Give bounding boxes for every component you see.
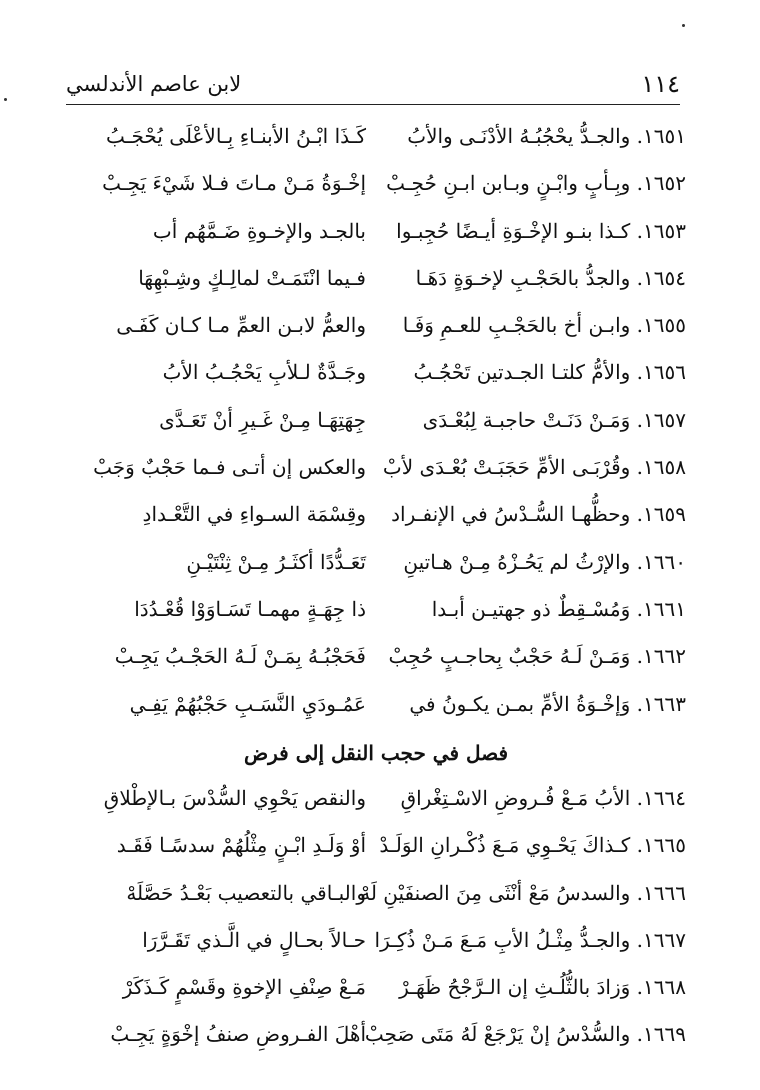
running-header xyxy=(66,66,680,105)
verse-first-hemistich: ١٦٦٩. والسُّدْسُ إنْ يَرْجَعْ لَهُ مَتَى صَحِبْ xyxy=(364,1022,686,1047)
ink-dot xyxy=(4,98,7,101)
verse-second-hemistich: والبـاقي بالتعصيب بَعْـدُ حَصَّلَهْ xyxy=(126,880,366,905)
verse-second-hemistich: كَـذَا ابْـنُ الأبنـاءِ بِـالأعْلَى يُحْجَـبُ xyxy=(105,124,366,148)
verse-first-hemistich: ١٦٥٤. والجدُّ بالحَجْـبِ لإخـوَةٍ دَهَـا xyxy=(415,265,686,290)
verse-line xyxy=(66,116,686,163)
verse-second-hemistich: تَعَـدُّدًا أكثَـرُ مِـنْ ثِنْتَيْـنِ xyxy=(186,549,366,574)
verse-block-1 xyxy=(66,116,686,731)
verse-second-hemistich: والعمُّ لابـن العمِّ مـا كـان كَفَـى xyxy=(116,313,366,338)
verse-first-hemistich: ١٦٥٢. وبِـأبٍ وابْـنٍ وبـابن ابـنِ حُجِـبْ xyxy=(386,171,686,196)
verse-first-hemistich: ١٦٥١. والجـدُّ يحْجُبُـهُ الأدْنَـى والأبُ xyxy=(407,124,686,148)
verse-first-hemistich: ١٦٦٦. والسدسُ مَعْ أنْثَى مِنَ الصنفَيْنِ لَهْ xyxy=(360,880,686,905)
verse-first-hemistich: ١٦٦٠. والإرْثُ لم يَحُـزْهُ مِـنْ هـاتينِ xyxy=(403,549,686,574)
verse-second-hemistich: عَمُـودَيِ النَّسَـبِ حَجْبُهُمْ يَفِـي xyxy=(129,691,366,716)
verse-line xyxy=(66,163,686,210)
verse-second-hemistich: بالجـد والإخـوةِ ضَـمَّهُم أب xyxy=(152,218,366,243)
verse-second-hemistich: وقِسْمَة السـواءِ في التَّعْـدادِ xyxy=(142,502,366,527)
verse-line xyxy=(66,305,686,352)
running-title: لابن عاصم الأندلسي xyxy=(66,72,242,96)
verse-line xyxy=(66,825,686,872)
section-heading: فصل في حجب النقل إلى فرض xyxy=(243,741,509,765)
verse-first-hemistich: ١٦٦٤. الأبُ مَـعْ فُـروضِ الاسْـتِغْراقِ xyxy=(400,786,686,810)
verse-second-hemistich: إخْـوَةُ مَـنْ مـاتَ فـلا شَيْءَ يَجِـبْ xyxy=(102,171,366,196)
verse-first-hemistich: ١٦٥٣. كـذا بنـو الإخْـوَةِ أيـضًا حُجِبـوا xyxy=(396,218,686,243)
verse-line xyxy=(66,352,686,399)
verse-first-hemistich: ١٦٥٨. وقُرْبَـى الأمِّ حَجَبَـتْ بُعْـدَى لأبْ xyxy=(382,455,686,480)
verse-first-hemistich: ١٦٦٢. وَمَـنْ لَـهُ حَجْبٌ بِحاجـبٍ حُجِبْ xyxy=(388,644,686,669)
verse-line xyxy=(66,636,686,683)
verse-line xyxy=(66,1014,686,1061)
verse-first-hemistich: ١٦٦١. وَمُسْـقِطٌ ذو جهتيـن أبـدا xyxy=(431,596,686,621)
verse-second-hemistich: حـالاً بحـالٍ في الَّـذي تَقَـرَّرَا xyxy=(142,927,366,952)
verse-second-hemistich: فـيما انْتَمَـتْ لمالِـكٍ وشِـبْهِهَا xyxy=(138,265,366,290)
verse-line xyxy=(66,967,686,1014)
verse-line xyxy=(66,542,686,589)
verse-second-hemistich: جِهَتِهَـا مِـنْ غَـيرِ أنْ تَعَـدَّى xyxy=(159,407,366,432)
verse-first-hemistich: ١٦٥٩. وحظُّهـا السُّـدْسُ في الإنفـراد xyxy=(391,502,686,527)
verse-line xyxy=(66,494,686,541)
verse-line xyxy=(66,258,686,305)
verse-line xyxy=(66,778,686,825)
verse-first-hemistich: ١٦٦٨. وَزادَ بالثُّلُـثِ إن الـرَّجْحُ ظَهَـرْ xyxy=(399,975,686,1000)
verse-second-hemistich: ذا جِهَـةٍ مهمـا تَسَـاوَوْا قُعْـدُدَا xyxy=(134,596,366,621)
page-number: ١١٤ xyxy=(641,70,680,98)
verse-line xyxy=(66,920,686,967)
verse-first-hemistich: ١٦٦٧. والجـدُّ مِثْـلُ الأبِ مَـعَ مَـنْ ذُكِـرَا xyxy=(374,927,686,952)
verse-second-hemistich: أوْ وَلَـدِ ابْـنٍ مِثْلُهُمْ سدسًـا فَقَـد xyxy=(116,833,366,858)
verse-first-hemistich: ١٦٦٣. وَإخْـوَةُ الأمِّ بمـن يكـونُ في xyxy=(409,691,686,716)
verse-line xyxy=(66,447,686,494)
verse-second-hemistich: مَـعْ صِنْفِ الإخوةِ وقَسْمٍ كَـذَكَرْ xyxy=(122,975,366,1000)
verse-line xyxy=(66,684,686,731)
verse-line xyxy=(66,589,686,636)
verse-second-hemistich: والعكس إن أتـى فـما حَجْبٌ وَجَبْ xyxy=(93,455,366,480)
ink-dot xyxy=(682,24,685,27)
verse-second-hemistich: فَحَجْبُـهُ بِمَـنْ لَـهُ الحَجْـبُ يَجِـبْ xyxy=(114,644,366,669)
verse-line xyxy=(66,211,686,258)
verse-second-hemistich: والنقص يَحْوِي السُّدْسَ بـالإطْلاقِ xyxy=(103,786,366,810)
verse-block-2 xyxy=(66,778,686,1062)
verse-first-hemistich: ١٦٥٦. والأمُّ كلتـا الجـدتين تَحْجُـبُ xyxy=(413,360,686,385)
verse-second-hemistich: أهْلَ الفـروضِ صنفُ إخْوَةٍ يَجِـبْ xyxy=(110,1022,366,1047)
verse-first-hemistich: ١٦٦٥. كـذاكَ يَحْـوِي مَـعَ ذُكْـرانِ الوَلَـدْ xyxy=(379,833,686,858)
verse-line xyxy=(66,400,686,447)
verse-first-hemistich: ١٦٥٧. وَمَـنْ دَنَـتْ حاجبـة لِبُعْـدَى xyxy=(422,407,686,432)
verse-second-hemistich: وجَـدَّةٌ لـلأبِ يَحْجُـبُ الأبُ xyxy=(162,360,366,385)
verse-line xyxy=(66,873,686,920)
verse-first-hemistich: ١٦٥٥. وابـن أخ بالحَجْـبِ للعـمِ وَفَـا xyxy=(402,313,686,338)
